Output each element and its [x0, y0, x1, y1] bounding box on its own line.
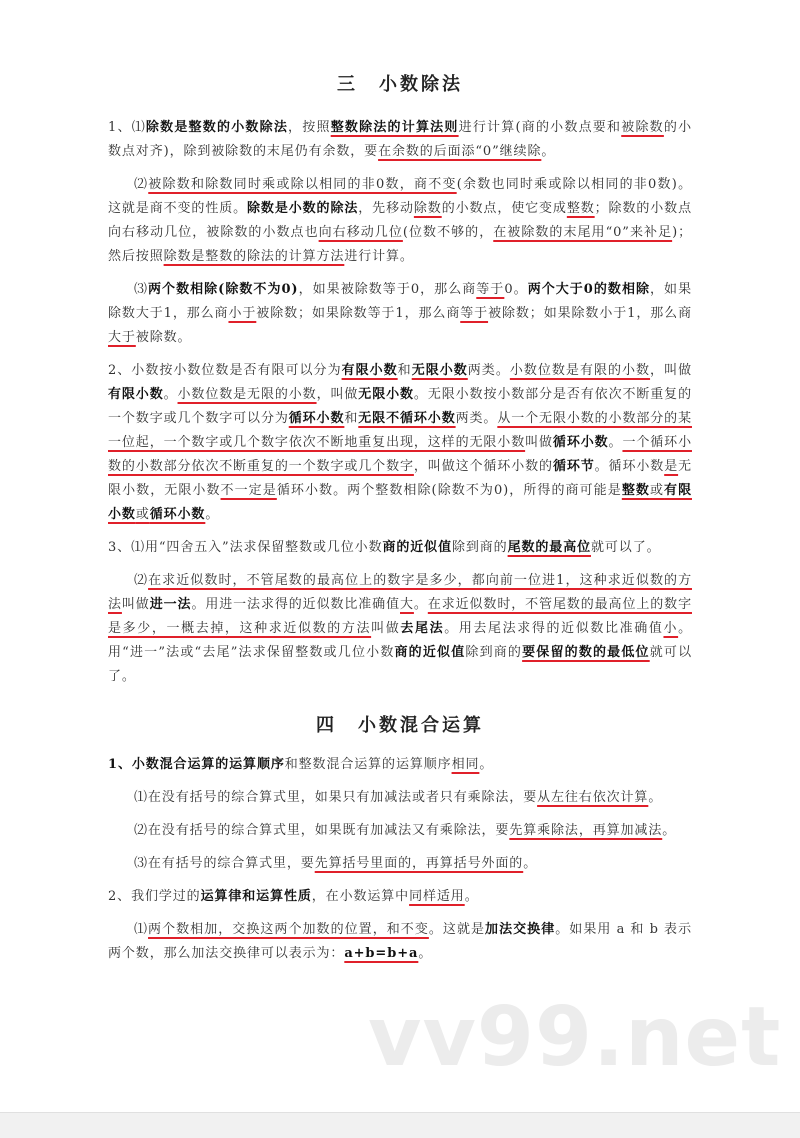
text-segment: 循环小数。两个整数相除(除数不为0)，所得的商可能是	[276, 483, 622, 498]
underlined-text: 先算乘除法，再算加减法	[509, 823, 663, 838]
text-segment: 。	[464, 889, 479, 904]
text-segment: 。	[662, 823, 677, 838]
text-segment: ⑵	[134, 177, 149, 192]
text-segment: 叫做	[525, 435, 553, 450]
text-segment: 1、⑴	[108, 120, 146, 135]
key-term: 运算律和运算性质	[200, 889, 312, 904]
key-term: 无限小数	[411, 363, 468, 378]
text-segment: ⑵	[134, 573, 149, 588]
text-segment: )；然后按照	[108, 225, 692, 264]
text-segment: 叫做	[371, 621, 401, 636]
underlined-text: 或	[135, 507, 150, 522]
text-segment: 。如果用 a 和 b 表示两个数，那么加法交换律可以表示为：	[108, 922, 692, 961]
text-segment: ，按照	[288, 120, 331, 135]
paragraph	[108, 786, 692, 810]
text-segment: (位数不够的，	[402, 225, 494, 240]
watermark: vv99.net	[368, 990, 782, 1085]
paragraph	[108, 116, 692, 164]
text-segment: 2、我们学过的	[108, 889, 201, 904]
text-segment: ，先移动	[358, 201, 414, 216]
key-term: 1、小数混合运算的运算顺序	[108, 757, 285, 772]
bottom-scroll-strip	[0, 1112, 800, 1138]
paragraph	[108, 918, 692, 966]
underlined-text: 除数是整数的除法的计算方法	[163, 249, 345, 264]
key-term: 加法交换律	[485, 922, 556, 937]
text-segment: 。	[163, 387, 178, 402]
key-term: 无限不循环小数	[358, 411, 456, 426]
key-term: 循环节	[552, 459, 595, 474]
text-segment: (余数也同时乘或除以相同的非0数)。这就是商不变的性质。	[108, 177, 692, 216]
text-segment: 被除数。	[135, 330, 192, 345]
text-segment: 除到商的	[465, 645, 523, 660]
key-term: 无限小数	[358, 387, 414, 402]
paragraph	[108, 819, 692, 843]
key-term: 循环小数	[552, 435, 609, 450]
text-segment: 和整数混合运算的运算顺序	[284, 757, 452, 772]
text-segment: 和	[344, 411, 359, 426]
text-segment: ，如果除数大于1，那么商	[108, 282, 692, 321]
underlined-text: 整数	[566, 201, 595, 216]
key-term: 去尾法	[400, 621, 445, 636]
paragraph	[108, 569, 692, 689]
paragraph	[108, 173, 692, 269]
section-title: 三 小数除法	[337, 74, 463, 95]
underlined-text: 被除数	[621, 120, 664, 135]
key-term: a+b=b+a	[344, 946, 419, 961]
underlined-text: 从一个无限小数的小数部分的某一位起，一个数字或几个数字依次不断地重复出现，这样的无限小数	[108, 411, 692, 450]
text-segment: ，在小数运算中	[311, 889, 410, 904]
underlined-text: 大于	[108, 330, 136, 345]
text-segment: ⑶	[134, 282, 149, 297]
text-segment: 。用去尾法求得的近似数比准确值	[444, 621, 664, 636]
paragraph	[108, 359, 692, 527]
text-segment: 的小数点对齐)，除到被除数的末尾仍有余数，要	[108, 120, 692, 159]
text-segment: 被除数；如果除数等于1，那么商	[256, 306, 461, 321]
underlined-text: 在被除数的末尾用“0”来补足	[493, 225, 673, 240]
text-segment: 。这就是	[428, 922, 486, 937]
text-segment: 。	[418, 946, 433, 961]
key-term: 循环小数	[288, 411, 345, 426]
text-segment: 。	[608, 435, 623, 450]
key-term: 商的近似值	[382, 540, 452, 555]
text-segment: 无限小数，无限小数	[108, 459, 692, 498]
underlined-text: 在余数的后面添“0”继续除	[378, 144, 542, 159]
paragraph	[108, 852, 692, 876]
key-term: 尾数的最高位	[507, 540, 591, 555]
text-segment: 的小数点，使它变成	[441, 201, 567, 216]
underlined-text: 被除数和除数同时乘或除以相同的非0数，商不变	[148, 177, 457, 192]
key-term: 有限小数	[108, 387, 164, 402]
text-segment: ⑴在没有括号的综合算式里，如果只有加减法或者只有乘除法，要	[134, 790, 538, 805]
key-term: 要保留的数的最低位	[522, 645, 650, 660]
document-page	[108, 66, 692, 975]
underlined-text: 同样适用	[409, 889, 465, 904]
underlined-text: 小	[663, 621, 679, 636]
text-segment: 除到商的	[451, 540, 508, 555]
paragraph	[108, 753, 692, 777]
text-segment: ⑴	[134, 922, 149, 937]
text-segment: 。用进一法求得的近似数比准确值	[191, 597, 400, 612]
key-term: 整数除法的计算法则	[330, 120, 459, 135]
paragraph	[108, 885, 692, 909]
underlined-text: 两个数相加，交换这两个加数的位置，和不变	[148, 922, 429, 937]
text-segment: 。	[479, 757, 494, 772]
text-segment: 叫做	[121, 597, 150, 612]
text-segment: 3、⑴用“四舍五入”法求保留整数或几位小数	[108, 540, 383, 555]
underlined-text: 一个循环小数的小数部分依次不断重复的一个数字或几个数字	[108, 435, 692, 474]
underlined-text: 不一定是	[220, 483, 277, 498]
underlined-text: 是	[664, 459, 679, 474]
text-segment: 2、小数按小数位数是否有限可以分为	[108, 363, 342, 378]
underlined-text: 或	[649, 483, 665, 498]
text-segment: 。	[648, 790, 663, 805]
text-segment: 进行计算(商的小数点要和	[458, 120, 622, 135]
text-segment: 。	[205, 507, 220, 522]
text-segment: 被除数；如果除数小于1，那么商	[488, 306, 692, 321]
underlined-text: 从左往右依次计算	[537, 790, 649, 805]
text-segment: ，叫做这个循环小数的	[413, 459, 553, 474]
underlined-text: 向右移动几位	[318, 225, 403, 240]
section-title: 四 小数混合运算	[316, 715, 484, 736]
key-term: 进一法	[149, 597, 192, 612]
underlined-text: 小数位数是有限的小数	[509, 363, 651, 378]
text-segment: ，如果被除数等于0，那么商	[298, 282, 477, 297]
text-segment: 进行计算。	[344, 249, 414, 264]
text-segment: 两类。	[455, 411, 498, 426]
underlined-text: 小于	[228, 306, 257, 321]
text-segment: 。循环小数	[594, 459, 665, 474]
key-term: 整数	[621, 483, 650, 498]
key-term: 除数是整数的小数除法	[145, 120, 289, 135]
text-segment: 。用“进一”法或“去尾”法求保留整数或几位小数	[108, 621, 692, 660]
underlined-text: 等于	[476, 282, 505, 297]
underlined-text: 相同	[451, 757, 480, 772]
text-segment: 就可以了。	[591, 540, 661, 555]
underlined-text: 在求近似数时，不管尾数的最高位上的数字是多少，都向前一位进1，这种求近似数的方法	[108, 573, 692, 612]
underlined-text: 除数	[413, 201, 442, 216]
text-segment: ⑵在没有括号的综合算式里，如果既有加减法又有乘除法，要	[134, 823, 510, 838]
key-term: 商的近似值	[394, 645, 466, 660]
text-segment: ，叫做	[316, 387, 359, 402]
underlined-text: 大	[400, 597, 414, 612]
underlined-text: 等于	[460, 306, 489, 321]
text-segment: 。无限小数按小数部分是否有依次不断重复的一个数字或几个数字可以分为	[108, 387, 692, 426]
text-segment: 和	[397, 363, 412, 378]
text-segment: 两类。	[467, 363, 510, 378]
text-segment: 0。	[504, 282, 528, 297]
text-segment: ；除数的小数点向右移动几位，被除数的小数点也	[108, 201, 692, 240]
underlined-text: 小数位数是无限的小数	[177, 387, 317, 402]
key-term: 有限小数	[341, 363, 398, 378]
key-term: 两个大于0的数相除	[527, 282, 651, 297]
key-term: 除数是小数的除法	[247, 201, 359, 216]
text-segment: 。	[541, 144, 556, 159]
key-term: 循环小数	[149, 507, 206, 522]
text-segment: ，叫做	[650, 363, 692, 378]
underlined-text: 先算括号里面的，再算括号外面的	[314, 856, 524, 871]
text-segment: 。	[523, 856, 538, 871]
key-term: 两个数相除(除数不为0)	[148, 282, 299, 297]
key-term: 有限小数	[108, 483, 692, 522]
paragraph	[108, 278, 692, 350]
text-segment: 就可以了。	[108, 645, 692, 684]
paragraph	[108, 536, 692, 560]
text-segment: 。	[413, 597, 428, 612]
underlined-text: 在求近似数时，不管尾数的最高位上的数字是多少，一概去掉，这种求近似数的方法	[108, 597, 692, 636]
text-segment: ⑶在有括号的综合算式里，要	[134, 856, 315, 871]
